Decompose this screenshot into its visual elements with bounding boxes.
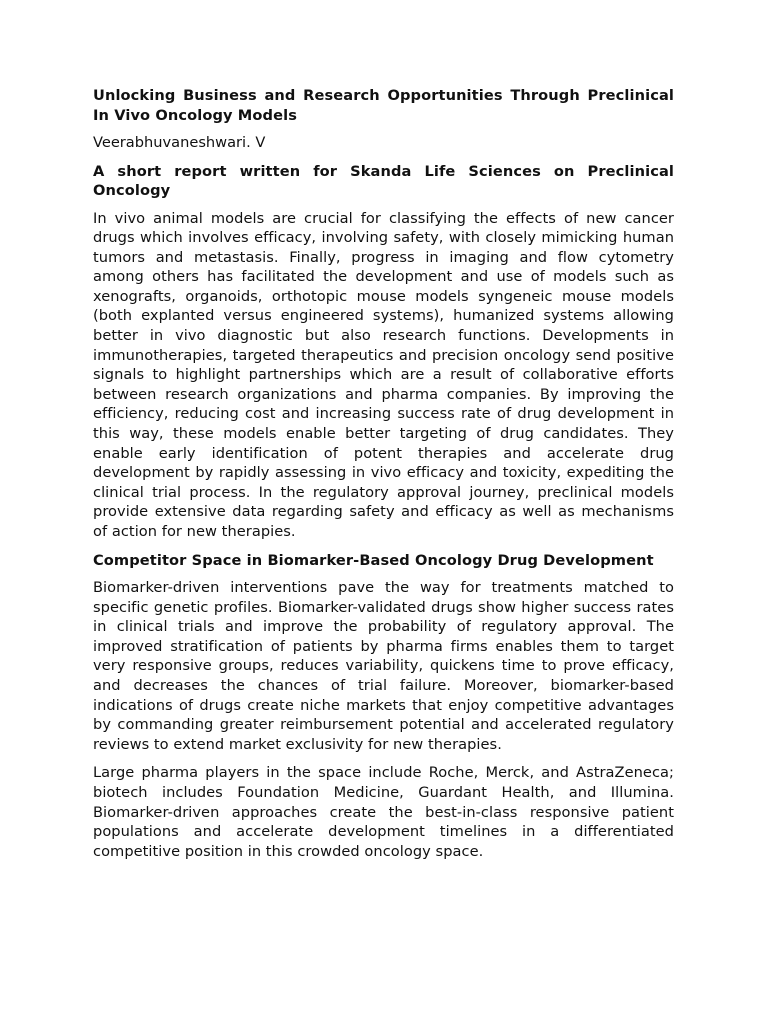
section-paragraph-2: Large pharma players in the space include Roche, Merck, and AstraZeneca; biotech includes Foundation Medicine, Guardant Health, and Illumina. Biomarker-driven approaches create the best-in-class responsive patient populations and accelerate development timelines in a differentiated competitive position in this crowded oncology space.	[93, 764, 674, 860]
document-page	[93, 86, 674, 1024]
document-title: Unlocking Business and Research Opportunities Through Preclinical In Vivo Oncology Models	[93, 87, 674, 124]
document-subtitle: A short report written for Skanda Life Sciences on Preclinical Oncology	[93, 162, 674, 199]
section-paragraph-1: Biomarker-driven interventions pave the way for treatments matched to specific genetic profiles. Biomarker-validated drugs show higher success rates in clinical trials and improve the probability of regulatory approval. The improved stratification of patients by pharma firms enables them to target very responsive groups, reduces variability, quickens time to prove efficacy, and decreases the chances of trial failure. Moreover, biomarker-based indications of drugs create niche markets that enjoy competitive advantages by commanding greater reimbursement potential and accelerated regulatory reviews to extend market exclusivity for new therapies.	[93, 579, 674, 753]
section-heading: Competitor Space in Biomarker-Based Oncology Drug Development	[93, 551, 654, 569]
document-author: Veerabhuvaneshwari. V	[93, 134, 266, 151]
intro-paragraph: In vivo animal models are crucial for classifying the effects of new cancer drugs which involves efficacy, involving safety, with closely mimicking human tumors and metastasis. Finally, progress in imaging and flow cytometry among others has facilitated the development and use of models such as xenografts, organoids, orthotopic mouse models syngeneic mouse models (both explanted versus engineered systems), humanized systems allowing better in vivo diagnostic but also research functions. Developments in immunotherapies, targeted therapeutics and precision oncology send positive signals to highlight partnerships which are a result of collaborative efforts between research organizations and pharma companies. By improving the efficiency, reducing cost and increasing success rate of drug development in this way, these models enable better targeting of drug candidates. They enable early identification of potent therapies and accelerate drug development by rapidly assessing in vivo efficacy and toxicity, expediting the clinical trial process. In the regulatory approval journey, preclinical models provide extensive data regarding safety and efficacy as well as mechanisms of action for new therapies.	[93, 209, 674, 540]
